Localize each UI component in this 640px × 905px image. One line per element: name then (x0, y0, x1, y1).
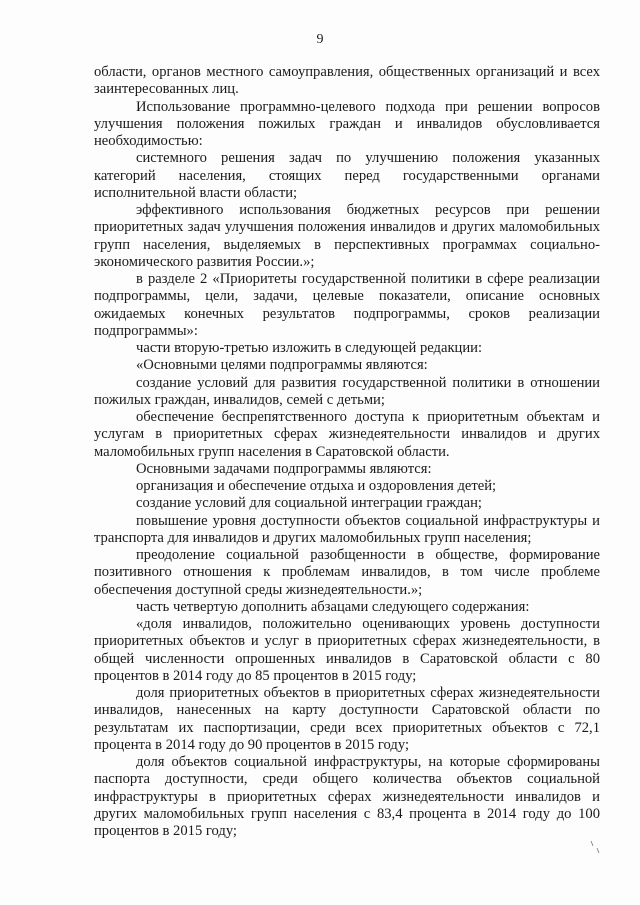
paragraph: системного решения задач по улучшению положения указанных категорий населения, стоящих перед государственными органами исполнительной власти области; (94, 150, 600, 201)
paragraph: создание условий для социальной интеграции граждан; (136, 495, 482, 512)
paragraph: обеспечение беспрепятственного доступа к приоритетным объектам и услугам в приоритетных сферах жизнедеятельности инвалидов и других маломобильных групп населения в Саратовской области. (94, 409, 600, 460)
paragraph: части вторую-третью изложить в следующей редакции: (136, 340, 483, 356)
paragraph: организация и обеспечение отдыха и оздоровления детей; (136, 478, 497, 494)
paragraph: «Основными целями подпрограммы являются: (136, 357, 428, 374)
paragraph: доля приоритетных объектов в приоритетных сферах жизнедеятельности инвалидов, нанесенных на карту доступности Саратовской области по результатам их паспортизации, среди всех приоритетных объектов с 72,1 процента в 2014 году до 90 процентов в 2015 году; (94, 685, 600, 753)
paragraph: повышение уровня доступности объектов социальной инфраструктуры и транспорта для инвалидов и других маломобильных групп населения; (94, 512, 600, 546)
page-number: 9 (316, 32, 324, 47)
paragraph: области, органов местного самоуправления, общественных организаций и всех заинтересованных лиц. (94, 64, 600, 98)
paragraph: доля объектов социальной инфраструктуры, на которые сформированы паспорта доступности, среди общего количества объектов социальной инфраструктуры в приоритетных сферах жизнедеятельности инвалидов и других маломобильных групп населения с 83,4 процента в 2014 году до 100 процентов в 2015 году; (94, 754, 600, 839)
paragraph: Основными задачами подпрограммы являются: (136, 460, 432, 477)
document-body (94, 64, 600, 840)
paragraph: часть четвертую дополнить абзацами следующего содержания: (136, 598, 530, 615)
scan-mark-icon (588, 839, 602, 855)
paragraph: в разделе 2 «Приоритеты государственной политики в сфере реализации подпрограммы, цели, задачи, целевые показатели, описание основных ожидаемых конечных результатов подпрограммы, сроков реализации подпрограммы»: (94, 271, 600, 339)
paragraph: эффективного использования бюджетных ресурсов при решении приоритетных задач улучшения положения инвалидов и других маломобильных групп населения, выделяемых в перспективных программах социально-экономического развития России.»; (94, 202, 600, 270)
paragraph: создание условий для развития государственной политики в отношении пожилых граждан, инвалидов, семей с детьми; (94, 374, 600, 408)
paragraph: «доля инвалидов, положительно оценивающих уровень доступности приоритетных объектов и услуг в приоритетных сферах жизнедеятельности, в общей численности опрошенных инвалидов в Саратовской области с 80 процентов в 2014 году до 85 процентов в 2015 году; (94, 616, 600, 684)
paragraph: преодоление социальной разобщенности в обществе, формирование позитивного отношения к проблемам инвалидов, в том числе проблеме обеспечения доступной среды жизнедеятельности.»; (94, 547, 600, 598)
paragraph: Использование программно-целевого подхода при решении вопросов улучшения положения пожилых граждан и инвалидов обусловливается необходимостью: (94, 98, 600, 149)
